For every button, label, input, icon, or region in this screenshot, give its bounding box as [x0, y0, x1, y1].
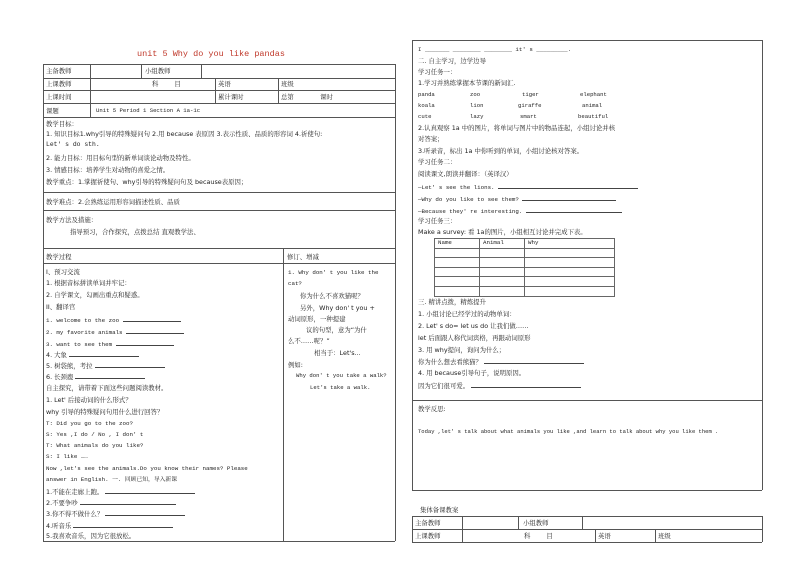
- table-header: Animal: [480, 239, 525, 249]
- table-border: [655, 529, 656, 542]
- process-line: S: Yes ,I do / No , I don' t: [46, 431, 144, 438]
- key-points: 教学重点：1.掌握祈使句、why引导的特殊疑问句及 because表原因；: [46, 178, 248, 186]
- reflection-text: Today ,let' s talk about what animals you like ,and learn to talk about why you like them .: [418, 428, 719, 435]
- process-line: 1.不能在走廊上跑。: [46, 487, 195, 496]
- table-border: [43, 541, 395, 542]
- vocab-word: koala: [418, 102, 435, 109]
- vocab-word: zoo: [470, 91, 481, 98]
- vocab-word: tiger: [522, 91, 539, 98]
- table-border: [412, 516, 762, 517]
- answer-blank[interactable]: [69, 350, 139, 357]
- cumulative-period-label: 累计课时: [218, 93, 244, 101]
- process-line: II、翻译官: [46, 303, 76, 311]
- topic-value: Unit 5 Period 1 Section A 1a-1c: [96, 107, 201, 114]
- table-cell[interactable]: [480, 267, 525, 277]
- section3-line: 1. 小组讨论已经学过的动物单词：: [418, 310, 516, 318]
- vocab-word: lion: [470, 102, 484, 109]
- process-line: 2. my favorite animals: [46, 327, 184, 337]
- table-border: [43, 248, 395, 249]
- right-line: 3.听录音，标出 1a 中你听到的单词，小组讨论核对答案。: [418, 147, 584, 155]
- table-border: [762, 40, 763, 490]
- answer-blank[interactable]: [75, 372, 145, 379]
- right-line: 2.认真观察 1a 中的图片，将单词与图片中的物品连起，小组讨论并核: [418, 124, 616, 132]
- table-border: [90, 64, 91, 117]
- difficulty-points: 教学难点：2.会熟练运用形容词描述性质、品质: [46, 198, 180, 206]
- note-line: 么不……呢？”: [288, 337, 330, 345]
- table-border: [283, 248, 284, 541]
- process-line: 2.不要争吵: [46, 498, 176, 507]
- table-border: [412, 542, 762, 543]
- table-row: [435, 258, 615, 268]
- note-line: 动词原形，一种提建: [288, 315, 346, 323]
- vocab-word: animal: [582, 102, 603, 109]
- table-cell[interactable]: [480, 277, 525, 287]
- process-line: T: What animals do you like?: [46, 442, 144, 449]
- table-border: [43, 64, 44, 541]
- process-line: why 引导的特殊疑问句用什么进行回答？: [46, 408, 164, 416]
- right-line: 学习任务二：: [418, 158, 457, 166]
- table-border: [201, 64, 202, 78]
- process-line: 3.你不得不做什么？: [46, 509, 185, 518]
- table-header: Why: [525, 239, 615, 249]
- right-line: 学习任务一：: [418, 68, 457, 76]
- note-line: 另外，Why don' t you +: [300, 304, 375, 312]
- process-line: 1. Let' 后接动词的什么形式？: [46, 396, 132, 404]
- vocab-word: giraffe: [518, 102, 542, 109]
- table-row: [435, 277, 615, 287]
- reflection-heading: 教学反思:: [418, 405, 446, 413]
- table-border: [43, 263, 395, 264]
- class-teacher-label: 上课教师: [46, 80, 72, 88]
- table-border: [43, 90, 395, 91]
- notes-heading: 修订、增减: [287, 253, 319, 261]
- note-line: 议的句型，意为“为什: [306, 326, 367, 334]
- answer-blank[interactable]: [123, 315, 181, 322]
- table-cell[interactable]: [525, 277, 615, 287]
- vocab-word: cute: [418, 113, 432, 120]
- table-border: [582, 516, 583, 529]
- page-title: unit 5 Why do you like pandas: [137, 49, 285, 59]
- table-cell[interactable]: [480, 286, 525, 296]
- section3-line: 三. 精讲点拨，精炼提升: [418, 298, 486, 306]
- subject-label: 科 目: [152, 80, 181, 88]
- note-line: 相当于：Let's...: [314, 349, 361, 357]
- table-cell[interactable]: [435, 258, 480, 268]
- right-line: 对答案；: [418, 135, 444, 143]
- table-border: [43, 103, 395, 104]
- answer-blank[interactable]: [73, 521, 173, 528]
- table-border: [215, 78, 216, 103]
- table-cell[interactable]: [435, 267, 480, 277]
- table-border: [412, 529, 762, 530]
- answer-blank[interactable]: [105, 487, 195, 494]
- fill-line[interactable]: I _______ ________ ________ it' s _________.: [418, 46, 572, 53]
- vocab-word: smart: [520, 113, 537, 120]
- table-header: Name: [435, 239, 480, 249]
- answer-blank[interactable]: [526, 206, 622, 213]
- table-row: [435, 267, 615, 277]
- section3-line: 你为什么想去看熊猫？: [418, 357, 584, 366]
- section3-line: 3. 用 why提问，询问为什么；: [418, 346, 506, 354]
- table-cell[interactable]: [525, 286, 615, 296]
- table-border: [141, 64, 142, 78]
- process-line: 4.听音乐: [46, 521, 173, 530]
- right-line: 学习任务三：: [418, 217, 457, 225]
- total-label: 总第: [281, 93, 294, 101]
- process-line: answer in English. 一. 回顾已知，导入新课: [46, 476, 178, 483]
- table-border: [395, 64, 396, 541]
- process-heading: 教学过程: [46, 253, 72, 261]
- methods-heading: 教学方法及措施：: [46, 216, 98, 224]
- note-line: 1. Why don' t you like the: [288, 269, 379, 276]
- table-border: [412, 40, 413, 490]
- note-line: cat?: [288, 280, 302, 287]
- table-border: [43, 78, 395, 79]
- right-line: 1.学习并熟练掌握本节课的新词汇.: [418, 79, 516, 87]
- vocab-word: lazy: [470, 113, 484, 120]
- table-border: [595, 529, 596, 542]
- footer-subject-value: 英语: [598, 532, 611, 540]
- note-line: Why don' t you take a walk?: [296, 372, 387, 379]
- topic-label: 课题: [46, 107, 59, 115]
- right-line: 阅读课文,朗读并翻译：（英译汉）: [418, 170, 513, 178]
- table-border: [278, 78, 279, 103]
- process-line: 3. want to see them: [46, 339, 174, 349]
- table-row: [435, 248, 615, 258]
- table-row: [435, 239, 615, 249]
- answer-blank[interactable]: [95, 361, 165, 368]
- process-line: Now ,let's see the animals.Do you know their names? Please: [46, 465, 248, 472]
- table-cell[interactable]: [435, 277, 480, 287]
- table-border: [412, 516, 413, 542]
- footer-class-teacher: 上课教师: [415, 532, 441, 540]
- note-line: 例如:: [288, 361, 303, 369]
- process-line: 4. 大象: [46, 350, 139, 359]
- process-line: I、预习交流: [46, 268, 80, 276]
- note-line: Let's take a walk.: [310, 384, 371, 391]
- answer-blank[interactable]: [105, 509, 185, 516]
- right-line: —Because they' re interesting.: [418, 206, 622, 216]
- class-time-label: 上课时间: [46, 93, 72, 101]
- process-line: S: I like ……: [46, 453, 88, 460]
- table-border: [43, 192, 395, 193]
- table-border: [43, 210, 395, 211]
- table-border: [412, 400, 762, 401]
- table-border: [762, 516, 763, 542]
- right-line: —Why do you like to see them?: [418, 194, 616, 204]
- table-cell[interactable]: [525, 267, 615, 277]
- table-cell[interactable]: [525, 258, 615, 268]
- subject-value: 英语: [218, 80, 231, 88]
- right-line: 二. 自主学习，边学边导: [418, 57, 486, 65]
- answer-blank[interactable]: [126, 327, 184, 334]
- goal-1b: Let' s do sth.: [46, 141, 100, 148]
- table-row: [435, 286, 615, 296]
- table-border: [412, 40, 762, 41]
- right-line: —Let' s see the lions.: [418, 182, 638, 192]
- main-teacher-label: 主备教师: [46, 67, 72, 75]
- process-line: 2. 自学课文，勾画出重点和疑惑。: [46, 291, 144, 299]
- class-label: 班级: [281, 80, 294, 88]
- period-label: 课时: [320, 93, 333, 101]
- process-line: 5. 树袋熊，考拉: [46, 361, 165, 370]
- vocab-word: panda: [418, 91, 435, 98]
- table-cell[interactable]: [435, 248, 480, 258]
- footer-class: 班级: [658, 532, 671, 540]
- table-cell[interactable]: [435, 286, 480, 296]
- process-line: 6. 长颈鹿: [46, 372, 145, 381]
- table-cell[interactable]: [480, 258, 525, 268]
- goal-3: 3. 情感目标：培养学生对动物的喜爱之情。: [46, 166, 170, 174]
- group-teacher-label: 小组教师: [145, 67, 171, 75]
- process-line: 1. welcome to the zoo: [46, 315, 181, 325]
- table-cell[interactable]: [525, 248, 615, 258]
- answer-blank[interactable]: [80, 498, 176, 505]
- note-line: 你为什么不喜欢猫呢？: [300, 292, 364, 300]
- footer-subject: 科 目: [524, 532, 553, 540]
- methods-text: 指导预习，合作探究，点拨总结 直观教学法、: [70, 228, 200, 236]
- table-border: [462, 516, 463, 542]
- answer-blank[interactable]: [522, 194, 616, 201]
- process-line: T: Did you go to the zoo?: [46, 420, 133, 427]
- table-border: [43, 117, 395, 118]
- answer-blank[interactable]: [484, 357, 584, 364]
- section3-line: 因为它们很可爱。: [418, 381, 581, 390]
- answer-blank[interactable]: [471, 381, 581, 388]
- process-line: 5.我喜欢音乐，因为它很放松。: [46, 532, 136, 540]
- goal-1: 1. 知识目标1.why引导的特殊疑问句 2.用 because 表原因 3.表示性质、品质的形容词 4.祈使句:: [46, 130, 323, 138]
- goal-2: 2. 能力目标：用目标句型的新单词谈论动物及特性。: [46, 154, 195, 162]
- process-line: 1. 根据音标拼读单词并牢记：: [46, 279, 131, 287]
- table-border: [412, 490, 762, 491]
- answer-blank[interactable]: [116, 339, 174, 346]
- survey-table: [434, 238, 615, 297]
- section3-line: let 后面跟人称代词宾格，再跟动词原形: [418, 334, 531, 342]
- section3-line: 4. 用 because引导句子，说明原因。: [418, 369, 526, 377]
- footer-group-teacher: 小组教师: [523, 519, 549, 527]
- right-line: Make a survey: 看 1a的图片，小组相互讨论并完成下表。: [418, 228, 587, 236]
- section3-line: 2. Let' s do= let us do 让我们做……: [418, 322, 529, 330]
- footer-title: 集体备课教案: [420, 506, 459, 514]
- vocab-word: beautiful: [578, 113, 609, 120]
- vocab-word: elephant: [580, 91, 607, 98]
- table-border: [43, 64, 395, 65]
- footer-main-teacher: 主备教师: [415, 519, 441, 527]
- process-line: 自主探究，请带着下面这些问题阅读教材。: [46, 384, 168, 392]
- table-cell[interactable]: [480, 248, 525, 258]
- goals-heading: 教学目标：: [46, 120, 78, 128]
- answer-blank[interactable]: [498, 182, 638, 189]
- table-border: [518, 516, 519, 529]
